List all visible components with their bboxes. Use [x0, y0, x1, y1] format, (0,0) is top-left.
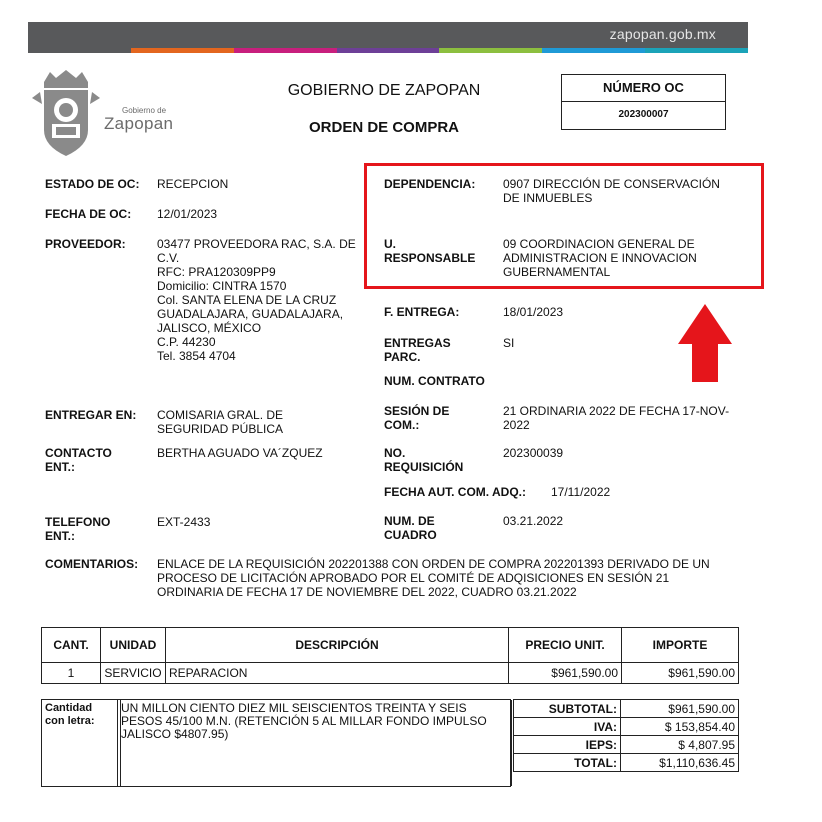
col-importe: IMPORTE [622, 628, 739, 663]
sesion-label-line: SESIÓN DE [384, 404, 450, 418]
comentario-line: PROCESO DE LICITACIÓN APROBADO POR EL COMITÉ DE ADQISICIONES EN SESIÓN 21 [157, 571, 670, 585]
estado-label: ESTADO DE OC: [45, 177, 140, 191]
col-descripcion: DESCRIPCIÓN [166, 628, 509, 663]
proveedor-label: PROVEEDOR: [45, 237, 126, 251]
amount-line: PESOS 45/100 M.N. (RETENCIÓN 5 AL MILLAR FONDO IMPULSO [121, 714, 487, 728]
proveedor-line: C.V. [157, 251, 180, 265]
sesion-line: 21 ORDINARIA 2022 DE FECHA 17-NOV- [503, 404, 730, 418]
ieps-label: IEPS: [514, 736, 621, 754]
responsable-label-line: U. [384, 237, 396, 251]
fecha-oc-value: 12/01/2023 [157, 207, 218, 221]
requisicion-label-line: REQUISICIÓN [384, 460, 464, 474]
amount-label-line: con letra: [45, 715, 95, 727]
proveedor-line: Domicilio: CINTRA 1570 [157, 279, 287, 293]
top-bar [28, 22, 748, 48]
highlight-box [364, 163, 764, 289]
fecha-aut-label: FECHA AUT. COM. ADQ.: [384, 485, 526, 499]
parc-label-line: PARC. [384, 350, 421, 364]
parc-label-line: ENTREGAS [384, 336, 451, 350]
total-label: TOTAL: [514, 754, 621, 772]
comentario-line: ORDINARIA DE FECHA 17 DE NOVIEMBRE DEL 2022, CUADRO 03.21.2022 [157, 585, 577, 599]
contrato-label: NUM. CONTRATO [384, 374, 485, 388]
totals-table [513, 699, 739, 772]
items-table [41, 627, 739, 684]
amount-line: JALISCO $4807.95) [121, 727, 229, 741]
requisicion-label [384, 446, 463, 474]
proveedor-line: JALISCO, MÉXICO [157, 321, 262, 335]
cuadro-value: 03.21.2022 [503, 514, 564, 528]
estado-value: RECEPCION [157, 177, 229, 191]
responsable-line: 09 COORDINACION GENERAL DE [503, 237, 695, 251]
fecha-oc-label: FECHA DE OC: [45, 207, 132, 221]
contacto-label-line: ENT.: [45, 460, 75, 474]
proveedor-line: Col. SANTA ELENA DE LA CRUZ [157, 293, 337, 307]
requisicion-value: 202300039 [503, 446, 564, 460]
proveedor-line: 03477 PROVEEDORA RAC, S.A. DE [157, 237, 356, 251]
responsable-line: ADMINISTRACION E INNOVACION [503, 251, 697, 265]
dependencia-line: 0907 DIRECCIÓN DE CONSERVACIÓN [503, 177, 720, 191]
sesion-label-line: COM.: [384, 418, 420, 432]
parc-value: SI [503, 336, 515, 350]
entregar-block [157, 408, 283, 436]
oc-number-label: NÚMERO OC [562, 75, 725, 102]
entregar-label: ENTREGAR EN: [45, 408, 137, 422]
zapopan-logo [30, 68, 200, 160]
proveedor-line: C.P. 44230 [157, 335, 216, 349]
entrega-label: F. ENTREGA: [384, 305, 460, 319]
total-value: $1,110,636.45 [621, 754, 739, 772]
requisicion-label-line: NO. [384, 446, 406, 460]
amount-label-line: Cantidad [45, 702, 93, 714]
logo-name: Zapopan [104, 114, 174, 133]
iva-value: $ 153,854.40 [621, 718, 739, 736]
color-stripe [28, 48, 748, 53]
coat-of-arms-icon [30, 68, 102, 160]
cuadro-label-line: CUADRO [384, 528, 437, 542]
sesion-block [503, 404, 729, 432]
telefono-value: EXT-2433 [157, 515, 211, 529]
dependencia-label: DEPENDENCIA: [384, 177, 476, 191]
total-row-subtotal [514, 700, 739, 718]
comentarios-block [157, 557, 710, 599]
oc-number-value: 202300007 [618, 109, 669, 120]
contacto-label [45, 446, 112, 474]
amount-in-words-label [45, 702, 95, 728]
comentario-line: ENLACE DE LA REQUISICIÓN 202201388 CON ORDEN DE COMPRA 202201393 DERIVADO DE UN [157, 557, 710, 571]
proveedor-line: RFC: PRA120309PP9 [157, 265, 276, 279]
responsable-label-line: RESPONSABLE [384, 251, 476, 265]
table-header-row [42, 628, 739, 663]
fecha-aut-value: 17/11/2022 [551, 485, 611, 499]
total-row-iva [514, 718, 739, 736]
comentarios-label: COMENTARIOS: [45, 557, 139, 571]
dependencia-line: DE INMUEBLES [503, 191, 593, 205]
sesion-line: 2022 [503, 418, 530, 432]
cell-unidad: SERVICIO [101, 663, 166, 684]
cell-precio: $961,590.00 [509, 663, 622, 684]
iva-label: IVA: [514, 718, 621, 736]
government-name: GOBIERNO DE ZAPOPAN [287, 82, 481, 99]
parc-label [384, 336, 451, 364]
entrega-value: 18/01/2023 [503, 305, 564, 319]
responsable-line: GUBERNAMENTAL [503, 265, 611, 279]
subtotal-value: $961,590.00 [621, 700, 739, 718]
entregar-line: COMISARIA GRAL. DE [157, 408, 284, 422]
sesion-label [384, 404, 449, 432]
cell-descripcion: REPARACION [166, 663, 509, 684]
cuadro-label-line: NUM. DE [384, 514, 435, 528]
col-unidad: UNIDAD [101, 628, 166, 663]
contacto-label-line: CONTACTO [45, 446, 112, 460]
oc-number-box [561, 74, 726, 130]
logo-subtitle: Gobierno de [122, 106, 167, 115]
cell-importe: $961,590.00 [622, 663, 739, 684]
col-precio: PRECIO UNIT. [509, 628, 622, 663]
table-row [42, 663, 739, 684]
telefono-label [45, 515, 110, 543]
proveedor-block [157, 237, 356, 363]
amount-in-words-text [121, 702, 487, 741]
document-title: ORDEN DE COMPRA [308, 119, 459, 136]
contacto-value: BERTHA AGUADO VA´ZQUEZ [157, 446, 323, 460]
ieps-value: $ 4,807.95 [621, 736, 739, 754]
subtotal-label: SUBTOTAL: [514, 700, 621, 718]
total-row-ieps [514, 736, 739, 754]
arrow-up-icon [678, 304, 732, 382]
total-row-total [514, 754, 739, 772]
amount-in-words-box [41, 699, 511, 787]
site-url[interactable]: zapopan.gob.mx [609, 26, 716, 42]
proveedor-line: Tel. 3854 4704 [157, 349, 236, 363]
amount-line: UN MILLON CIENTO DIEZ MIL SEISCIENTOS TREINTA Y SEIS [121, 701, 467, 715]
telefono-label-line: ENT.: [45, 529, 75, 543]
cell-cant: 1 [42, 663, 101, 684]
entregar-line: SEGURIDAD PÚBLICA [157, 422, 284, 436]
proveedor-line: GUADALAJARA, GUADALAJARA, [157, 307, 344, 321]
cuadro-label [384, 514, 437, 542]
telefono-label-line: TELEFONO [45, 515, 111, 529]
col-cant: CANT. [42, 628, 101, 663]
